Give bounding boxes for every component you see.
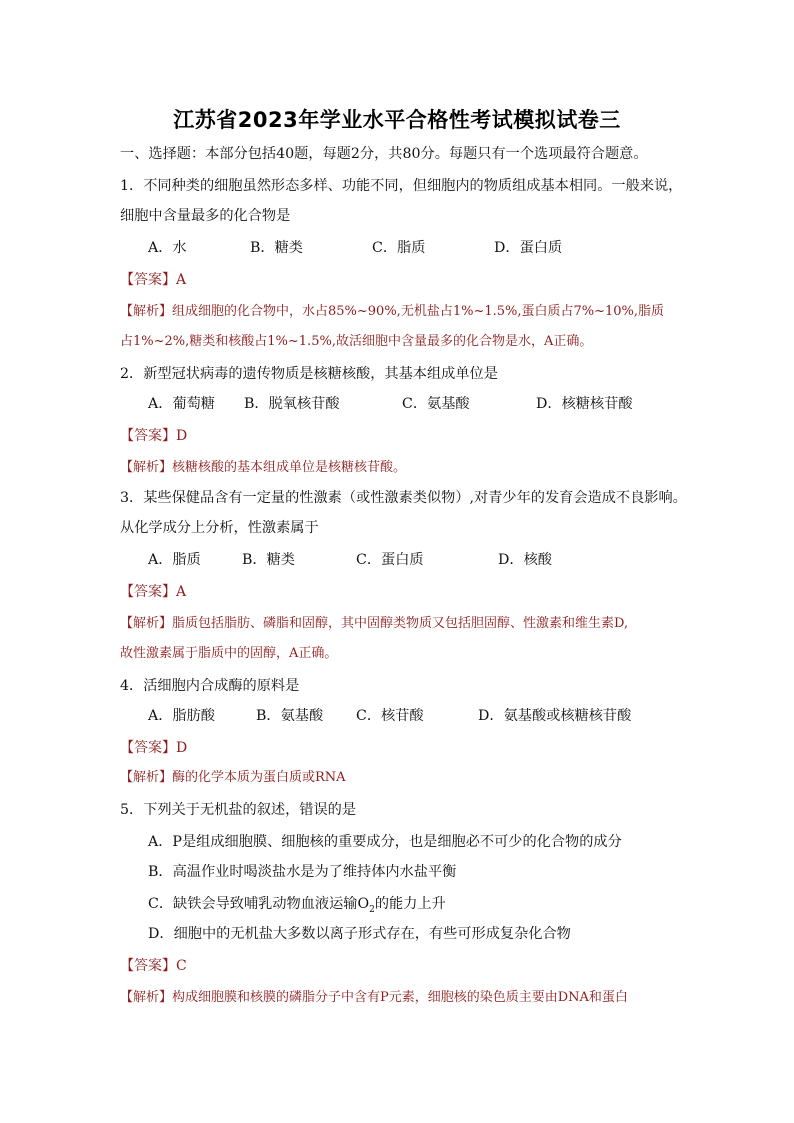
- question-5-option-c-suffix: 的能力上升: [374, 896, 446, 912]
- question-2-option-d: D．核糖核苷酸: [536, 396, 633, 412]
- question-4-option-b: B．氨基酸: [256, 708, 324, 724]
- question-4-analysis: 【解析】酶的化学本质为蛋白质或RNA: [120, 770, 346, 785]
- question-5-option-d: D．细胞中的无机盐大多数以离子形式存在，有些可形成复杂化合物: [148, 926, 571, 942]
- question-5-answer: 【答案】C: [120, 958, 187, 974]
- question-2-option-b: B．脱氧核苷酸: [244, 396, 340, 412]
- question-5-analysis-line1: 【解析】构成细胞膜和核膜的磷脂分子中含有P元素，细胞核的染色质主要由DNA和蛋白: [120, 990, 628, 1005]
- question-2-option-a: A．葡萄糖: [148, 396, 215, 412]
- subscript-2: 2: [369, 904, 375, 915]
- question-2-option-c: C．氨基酸: [402, 396, 470, 412]
- question-3-stem-line1: 3．某些保健品含有一定量的性激素（或性激素类似物）,对青少年的发育会造成不良影响。: [120, 490, 687, 506]
- question-4-stem: 4．活细胞内合成酶的原料是: [120, 678, 300, 694]
- question-4-options: [148, 706, 708, 726]
- question-1-stem-line1: 1．不同种类的细胞虽然形态多样、功能不同，但细胞内的物质组成基本相同。一般来说，: [120, 178, 683, 194]
- question-3-option-b: B．糖类: [242, 552, 295, 568]
- question-1-stem-line2: 细胞中含量最多的化合物是: [120, 208, 291, 224]
- page-title: 江苏省2023年学业水平合格性考试模拟试卷三: [173, 108, 621, 132]
- question-4-option-a: A．脂肪酸: [148, 708, 215, 724]
- question-5-stem: 5．下列关于无机盐的叙述，错误的是: [120, 802, 357, 818]
- question-5-option-c-text: C．缺铁会导致哺乳动物血液运输O: [148, 896, 370, 912]
- question-3-options: [148, 550, 708, 570]
- question-5-option-b: B．高温作业时喝淡盐水是为了维持体内水盐平衡: [148, 864, 457, 880]
- question-1-options: [148, 238, 708, 258]
- question-4-option-c: C．核苷酸: [356, 708, 424, 724]
- section-heading: 一、选择题：本部分包括40题，每题2分，共80分。每题只有一个选项最符合题意。: [120, 146, 648, 162]
- question-1-option-b: B．糖类: [250, 240, 303, 256]
- question-3-analysis-line2: 故性激素属于脂质中的固醇，A正确。: [120, 646, 338, 661]
- question-2-answer: 【答案】D: [120, 428, 188, 444]
- question-2-options: [148, 394, 708, 414]
- question-2-analysis: 【解析】核糖核酸的基本组成单位是核糖核苷酸。: [120, 460, 407, 475]
- question-3-option-a: A．脂质: [148, 552, 201, 568]
- question-3-option-d: D．核酸: [498, 552, 552, 568]
- question-1-analysis-line2: 占1%~2%,糖类和核酸占1%~1.5%,故活细胞中含量最多的化合物是水，A正确。: [120, 334, 593, 349]
- question-5-option-c: [148, 894, 446, 920]
- question-4-answer: 【答案】D: [120, 740, 188, 756]
- question-2-stem: 2．新型冠状病毒的遗传物质是核糖核酸，其基本组成单位是: [120, 366, 498, 382]
- question-1-option-d: D．蛋白质: [494, 240, 563, 256]
- question-3-option-c: C．蛋白质: [356, 552, 424, 568]
- question-3-stem-line2: 从化学成分上分析，性激素属于: [120, 520, 319, 536]
- question-5-option-a: A．P是组成细胞膜、细胞核的重要成分，也是细胞必不可少的化合物的成分: [148, 834, 622, 850]
- question-3-analysis-line1: 【解析】脂质包括脂肪、磷脂和固醇，其中固醇类物质又包括胆固醇、性激素和维生素D,: [120, 616, 629, 631]
- question-1-answer: 【答案】A: [120, 272, 187, 288]
- question-1-option-a: A．水: [148, 240, 187, 256]
- question-4-option-d: D．氨基酸或核糖核苷酸: [478, 708, 632, 724]
- question-3-answer: 【答案】A: [120, 584, 187, 600]
- question-1-option-c: C．脂质: [372, 240, 426, 256]
- question-1-analysis-line1: 【解析】组成细胞的化合物中，水占85%~90%,无机盐占1%~1.5%,蛋白质占7%~10%,脂质: [120, 304, 665, 319]
